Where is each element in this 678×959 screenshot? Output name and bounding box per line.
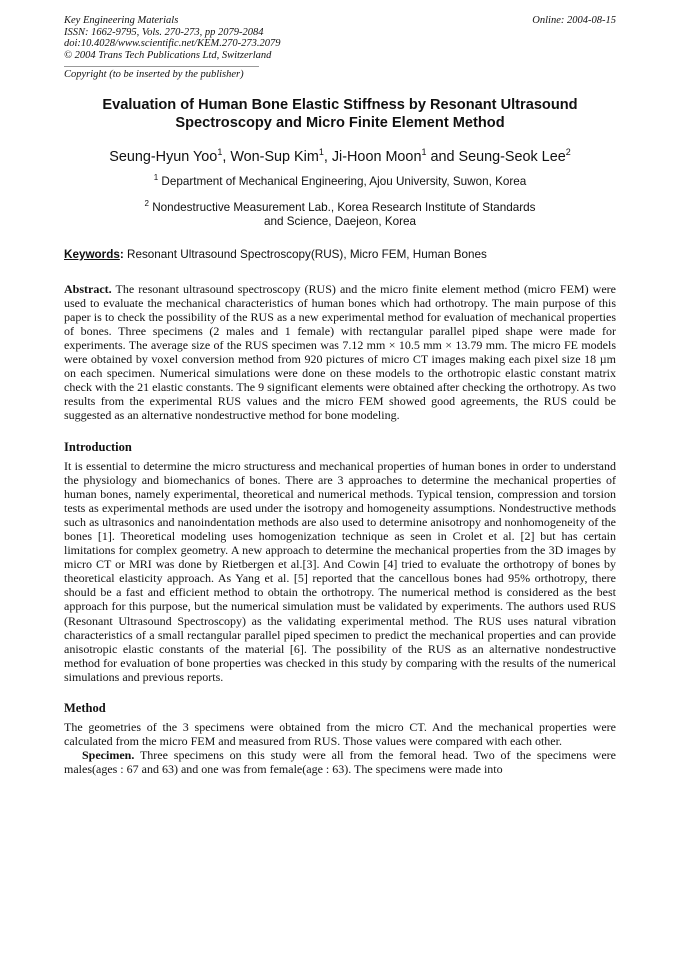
affiliation-1-marker: 1: [153, 172, 159, 182]
title-line-1: Evaluation of Human Bone Elastic Stiffness by Resonant Ultrasound: [102, 97, 578, 113]
affiliation-1: [64, 171, 616, 189]
author-separator: ,: [222, 148, 231, 165]
method-heading: Method: [64, 701, 106, 716]
specimen-paragraph: [64, 748, 616, 776]
author-conjunction: and: [426, 148, 459, 165]
specimen-label: Specimen.: [82, 748, 135, 763]
author-4-affiliation: 2: [565, 147, 571, 157]
publisher-line: © 2004 Trans Tech Publications Ltd, Switzerland: [64, 49, 272, 61]
affiliation-2-text-line-2: and Science, Daejeon, Korea: [263, 214, 417, 228]
online-date: Online: 2004-08-15: [532, 15, 616, 26]
journal-header: [64, 15, 616, 61]
author-2: Won-Sup Kim: [230, 148, 319, 165]
paper-title: [64, 96, 616, 132]
doi-line: doi:10.4028/www.scientific.net/KEM.270-273.2079: [64, 38, 281, 49]
abstract-label: Abstract.: [64, 281, 112, 296]
author-3: Ji-Hoon Moon: [331, 148, 422, 165]
author-1-affiliation: 1: [217, 147, 223, 157]
author-2-affiliation: 1: [318, 147, 324, 157]
introduction-heading: Introduction: [64, 439, 132, 454]
method-text: The geometries of the 3 specimens were obtained from the micro CT. And the mechanical properties were calculated from the micro FEM and measured from RUS. Those values were compared with each other.: [64, 720, 616, 749]
paper-page: [64, 15, 616, 776]
copyright-note: Copyright (to be inserted by the publisher): [64, 66, 259, 80]
abstract-text: The resonant ultrasound spectroscopy (RUS) and the micro finite element method (micro FEM) were used to evaluate the mechanical characteristics of human bones which had orthotropy. The main purpose of this paper is to check the possibility of the RUS as a new experimental method for evaluation of mechanical properties of bones. Three specimens (2 males and 1 female) with rectangular parallel piped shape were made for experiments. The average size of the RUS specimen was 7.12 mm × 10.5 mm × 13.79 mm. The micro FE models were obtained by voxel conversion method from 920 pictures of micro CT images making each pixel size 18 µm on each specimen. Numerical simulations were done on these models to the orthotropic elastic constant matrix check with the 21 elastic constants. The 9 significant elements were obtained after checking the orthotropy. As two results from the experimental RUS values and the micro FEM showed good agreements, the RUS could be suggested as an alternative nondestructive method for bone modeling.: [64, 281, 616, 423]
affiliation-1-text: Department of Mechanical Engineering, Ajou University, Suwon, Korea: [161, 174, 527, 188]
keywords-label: Keywords: [64, 247, 120, 261]
author-1: Seung-Hyun Yoo: [109, 148, 218, 165]
keywords-colon: :: [119, 247, 124, 261]
author-list: [64, 143, 616, 166]
author-4: Seung-Seok Lee: [458, 148, 566, 165]
keywords-text: Resonant Ultrasound Spectroscopy(RUS), Micro FEM, Human Bones: [123, 247, 487, 261]
specimen-text: Three specimens on this study were all from the femoral head. Two of the specimens were males(ages : 67 and 63) and one was from female(age : 63). The specimens were made into: [64, 748, 616, 777]
title-line-2: Spectroscopy and Micro Finite Element Method: [175, 115, 505, 131]
journal-name: Key Engineering Materials: [64, 15, 179, 26]
affiliation-2: [64, 197, 616, 229]
introduction-text: It is essential to determine the micro structuress and mechanical properties of human bones in order to understand the physiology and biomechanics of bones. There are 3 approaches to determine the mechanical properties of human bones, namely experimental, theoretical and numerical methods. Typical tension, compression and torsion tests as experimental methods are used under the isotropy and homogeneity assumptions. Nondestructive methods such as ultrasonics and nanoindentation methods are also used to determine anisotropy and nonhomogeneity of the bones [1]. Theoretical modeling uses homogenization technique as seen in Crolet et al. [2] but has certain limitations for complex geometry. A new approach to determine the mechanical properties from the 3D images by micro CT or MRI was done by Rietbergen et al.[3]. And Cowin [4] tried to evaluate the orthotropy of bones by theoretical elasticity approach. As Yang et al. [5] reported that the cancellous bones had 95% orthotropy, there should be a fast and efficient method to obtain the orthotropy. The numerical method is considered as the best approach for this purpose, but the numerical simulation must be validated by experiments. The authors used RUS (Resonant Ultrasound Spectroscopy) as the validating experimental method. The RUS uses natural vibration characteristics of a small rectangular parallel piped specimen to predict the mechanical properties and can provide anisotropic elastic constants of the material [6]. The possibility of the RUS as an alternative nondestructive method for evaluation of bone properties was checked in this study by comparing with the results of the numerical simulations and previous reports.: [64, 458, 616, 684]
issn-line: ISSN: 1662-9795, Vols. 270-273, pp 2079-2084: [64, 26, 264, 38]
affiliation-2-text-line-1: Nondestructive Measurement Lab., Korea Research Institute of Standards: [152, 200, 536, 214]
author-3-affiliation: 1: [421, 147, 427, 157]
abstract: [64, 282, 616, 423]
affiliation-2-marker: 2: [144, 198, 149, 208]
keywords: [64, 248, 616, 262]
author-separator: ,: [323, 148, 332, 165]
